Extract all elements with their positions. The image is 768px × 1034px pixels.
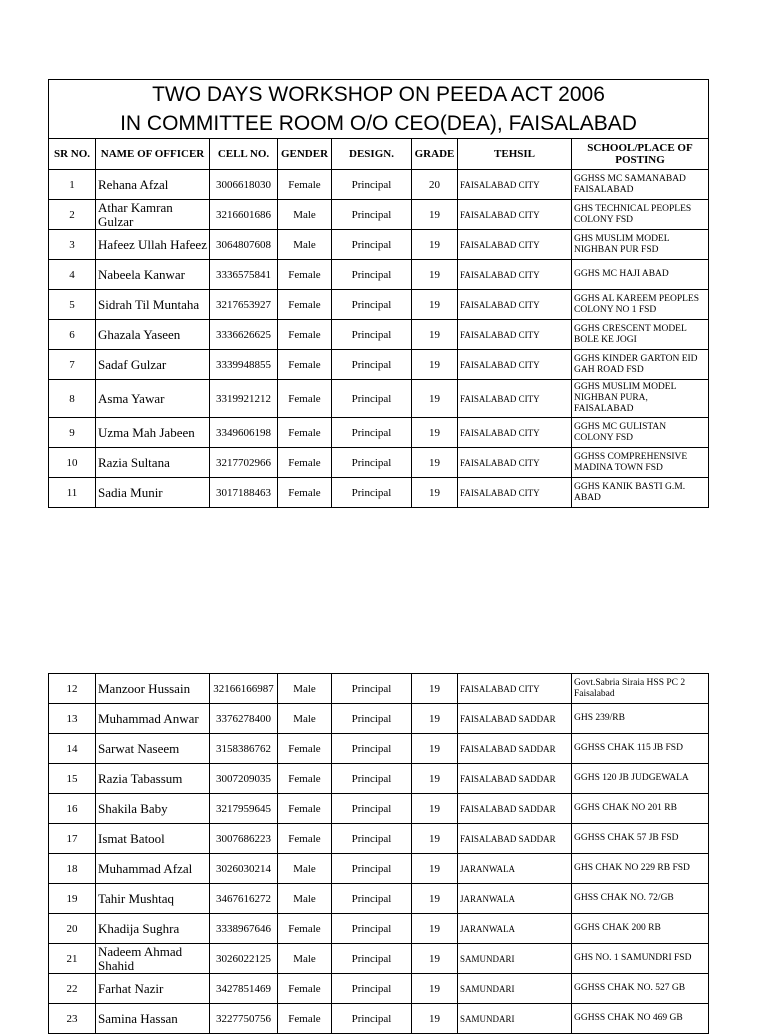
cell-name: Khadija Sughra: [96, 914, 210, 944]
cell-sr: 21: [49, 944, 96, 974]
cell-cell: 3338967646: [210, 914, 278, 944]
cell-sr: 6: [49, 320, 96, 350]
cell-cell: 3336626625: [210, 320, 278, 350]
cell-name: Shakila Baby: [96, 794, 210, 824]
cell-tehsil: JARANWALA: [458, 884, 572, 914]
cell-sr: 9: [49, 418, 96, 448]
header-name: NAME OF OFFICER: [96, 139, 210, 170]
cell-sr: 7: [49, 350, 96, 380]
cell-gender: Male: [278, 854, 332, 884]
cell-grade: 19: [412, 260, 458, 290]
table-row: [49, 794, 709, 824]
table-header-row: [49, 139, 709, 170]
header-sr-no: SR NO.: [49, 139, 96, 170]
cell-name: Muhammad Anwar: [96, 704, 210, 734]
cell-grade: 19: [412, 350, 458, 380]
cell-cell: 3336575841: [210, 260, 278, 290]
table-1-body: [49, 170, 709, 508]
cell-name: Razia Tabassum: [96, 764, 210, 794]
cell-gender: Female: [278, 350, 332, 380]
cell-name: Muhammad Afzal: [96, 854, 210, 884]
header-tehsil: TEHSIL: [458, 139, 572, 170]
cell-school: GHS NO. 1 SAMUNDRI FSD: [572, 944, 709, 974]
cell-school: GGHSS CHAK NO. 527 GB: [572, 974, 709, 1004]
cell-name: Sadia Munir: [96, 478, 210, 508]
cell-tehsil: FAISALABAD CITY: [458, 260, 572, 290]
cell-cell: 3217702966: [210, 448, 278, 478]
cell-sr: 5: [49, 290, 96, 320]
cell-grade: 19: [412, 418, 458, 448]
table-row: [49, 704, 709, 734]
cell-name: Nadeem Ahmad Shahid: [96, 944, 210, 974]
cell-gender: Female: [278, 448, 332, 478]
cell-tehsil: FAISALABAD CITY: [458, 290, 572, 320]
cell-name: Ghazala Yaseen: [96, 320, 210, 350]
table-row: [49, 448, 709, 478]
table-row: [49, 944, 709, 974]
cell-tehsil: FAISALABAD CITY: [458, 478, 572, 508]
cell-name: Rehana Afzal: [96, 170, 210, 200]
cell-design: Principal: [332, 230, 412, 260]
cell-school: GGHS MUSLIM MODEL NIGHBAN PURA, FAISALABAD: [572, 380, 709, 418]
cell-school: GHS 239/RB: [572, 704, 709, 734]
cell-gender: Female: [278, 290, 332, 320]
cell-school: GGHS KINDER GARTON EID GAH ROAD FSD: [572, 350, 709, 380]
cell-school: GHS CHAK NO 229 RB FSD: [572, 854, 709, 884]
cell-grade: 19: [412, 824, 458, 854]
cell-design: Principal: [332, 448, 412, 478]
cell-sr: 17: [49, 824, 96, 854]
cell-design: Principal: [332, 320, 412, 350]
cell-cell: 3217653927: [210, 290, 278, 320]
cell-cell: 3007686223: [210, 824, 278, 854]
cell-tehsil: FAISALABAD SADDAR: [458, 734, 572, 764]
table-row: [49, 418, 709, 448]
cell-name: Sidrah Til Muntaha: [96, 290, 210, 320]
cell-school: GGHS 120 JB JUDGEWALA: [572, 764, 709, 794]
cell-name: Sarwat Naseem: [96, 734, 210, 764]
cell-gender: Female: [278, 764, 332, 794]
cell-design: Principal: [332, 290, 412, 320]
table-row: [49, 884, 709, 914]
cell-sr: 18: [49, 854, 96, 884]
cell-sr: 4: [49, 260, 96, 290]
cell-gender: Female: [278, 914, 332, 944]
table-row: [49, 478, 709, 508]
cell-tehsil: FAISALABAD CITY: [458, 448, 572, 478]
cell-name: Athar Kamran Gulzar: [96, 200, 210, 230]
title-line-1: TWO DAYS WORKSHOP ON PEEDA ACT 2006: [152, 83, 605, 106]
cell-school: GGHSS CHAK 115 JB FSD: [572, 734, 709, 764]
table-row: [49, 854, 709, 884]
cell-cell: 3217959645: [210, 794, 278, 824]
cell-school: GGHS CRESCENT MODEL BOLE KE JOGI: [572, 320, 709, 350]
cell-design: Principal: [332, 380, 412, 418]
cell-cell: 3017188463: [210, 478, 278, 508]
cell-design: Principal: [332, 674, 412, 704]
cell-cell: 3339948855: [210, 350, 278, 380]
cell-school: GGHS KANIK BASTI G.M. ABAD: [572, 478, 709, 508]
cell-tehsil: FAISALABAD SADDAR: [458, 764, 572, 794]
cell-grade: 19: [412, 674, 458, 704]
cell-cell: 3158386762: [210, 734, 278, 764]
table-row: [49, 380, 709, 418]
header-design: DESIGN.: [332, 139, 412, 170]
cell-sr: 1: [49, 170, 96, 200]
cell-cell: 32166166987: [210, 674, 278, 704]
cell-tehsil: JARANWALA: [458, 914, 572, 944]
cell-gender: Female: [278, 734, 332, 764]
cell-cell: 3026030214: [210, 854, 278, 884]
cell-gender: Male: [278, 230, 332, 260]
header-gender: GENDER: [278, 139, 332, 170]
cell-name: Razia Sultana: [96, 448, 210, 478]
table-row: [49, 914, 709, 944]
table-2-body: [49, 674, 709, 1034]
cell-sr: 15: [49, 764, 96, 794]
cell-grade: 19: [412, 704, 458, 734]
table-row: [49, 350, 709, 380]
cell-tehsil: FAISALABAD SADDAR: [458, 704, 572, 734]
table-row: [49, 1004, 709, 1034]
cell-sr: 3: [49, 230, 96, 260]
cell-design: Principal: [332, 418, 412, 448]
cell-sr: 14: [49, 734, 96, 764]
cell-gender: Male: [278, 884, 332, 914]
cell-grade: 19: [412, 734, 458, 764]
cell-gender: Female: [278, 418, 332, 448]
cell-design: Principal: [332, 764, 412, 794]
cell-gender: Female: [278, 170, 332, 200]
cell-gender: Female: [278, 380, 332, 418]
cell-name: Hafeez Ullah Hafeez: [96, 230, 210, 260]
header-cell: CELL NO.: [210, 139, 278, 170]
cell-grade: 19: [412, 478, 458, 508]
cell-school: GGHS MC HAJI ABAD: [572, 260, 709, 290]
cell-cell: 3376278400: [210, 704, 278, 734]
cell-sr: 22: [49, 974, 96, 1004]
cell-tehsil: FAISALABAD CITY: [458, 320, 572, 350]
cell-sr: 8: [49, 380, 96, 418]
cell-grade: 19: [412, 914, 458, 944]
table-row: [49, 674, 709, 704]
cell-school: GGHS CHAK 200 RB: [572, 914, 709, 944]
cell-sr: 13: [49, 704, 96, 734]
workshop-table-page-2: [48, 673, 709, 1034]
cell-gender: Female: [278, 478, 332, 508]
cell-design: Principal: [332, 704, 412, 734]
cell-gender: Female: [278, 794, 332, 824]
cell-gender: Female: [278, 1004, 332, 1034]
cell-design: Principal: [332, 170, 412, 200]
cell-design: Principal: [332, 854, 412, 884]
cell-tehsil: JARANWALA: [458, 854, 572, 884]
document-title: [49, 80, 709, 139]
table-row: [49, 230, 709, 260]
cell-tehsil: FAISALABAD CITY: [458, 418, 572, 448]
cell-name: Sadaf Gulzar: [96, 350, 210, 380]
table-row: [49, 200, 709, 230]
cell-grade: 19: [412, 448, 458, 478]
cell-cell: 3216601686: [210, 200, 278, 230]
cell-cell: 3227750756: [210, 1004, 278, 1034]
table-row: [49, 764, 709, 794]
cell-gender: Female: [278, 260, 332, 290]
cell-design: Principal: [332, 350, 412, 380]
cell-school: GHSS CHAK NO. 72/GB: [572, 884, 709, 914]
cell-design: Principal: [332, 478, 412, 508]
cell-grade: 19: [412, 290, 458, 320]
cell-cell: 3064807608: [210, 230, 278, 260]
cell-tehsil: FAISALABAD SADDAR: [458, 824, 572, 854]
cell-name: Ismat Batool: [96, 824, 210, 854]
cell-grade: 19: [412, 230, 458, 260]
table-row: [49, 260, 709, 290]
cell-sr: 11: [49, 478, 96, 508]
cell-school: GGHS CHAK NO 201 RB: [572, 794, 709, 824]
cell-design: Principal: [332, 260, 412, 290]
table-row: [49, 974, 709, 1004]
cell-gender: Female: [278, 974, 332, 1004]
cell-grade: 20: [412, 170, 458, 200]
cell-grade: 19: [412, 200, 458, 230]
cell-name: Farhat Nazir: [96, 974, 210, 1004]
cell-sr: 16: [49, 794, 96, 824]
cell-school: GGHSS CHAK NO 469 GB: [572, 1004, 709, 1034]
cell-design: Principal: [332, 794, 412, 824]
cell-design: Principal: [332, 974, 412, 1004]
cell-grade: 19: [412, 854, 458, 884]
cell-design: Principal: [332, 1004, 412, 1034]
cell-cell: 3349606198: [210, 418, 278, 448]
cell-design: Principal: [332, 884, 412, 914]
cell-grade: 19: [412, 794, 458, 824]
cell-gender: Male: [278, 200, 332, 230]
cell-grade: 19: [412, 1004, 458, 1034]
cell-name: Uzma Mah Jabeen: [96, 418, 210, 448]
cell-school: GGHSS MC SAMANABAD FAISALABAD: [572, 170, 709, 200]
cell-gender: Male: [278, 674, 332, 704]
cell-school: Govt.Sabria Siraia HSS PC 2 Faisalabad: [572, 674, 709, 704]
cell-tehsil: FAISALABAD CITY: [458, 350, 572, 380]
cell-design: Principal: [332, 734, 412, 764]
cell-sr: 19: [49, 884, 96, 914]
cell-tehsil: FAISALABAD CITY: [458, 170, 572, 200]
cell-name: Tahir Mushtaq: [96, 884, 210, 914]
cell-sr: 20: [49, 914, 96, 944]
cell-grade: 19: [412, 764, 458, 794]
cell-grade: 19: [412, 974, 458, 1004]
workshop-table-page-1: [48, 79, 709, 508]
table-row: [49, 734, 709, 764]
table-row: [49, 824, 709, 854]
cell-cell: 3007209035: [210, 764, 278, 794]
cell-school: GGHS MC GULISTAN COLONY FSD: [572, 418, 709, 448]
cell-gender: Female: [278, 320, 332, 350]
cell-cell: 3467616272: [210, 884, 278, 914]
table-row: [49, 290, 709, 320]
cell-name: Asma Yawar: [96, 380, 210, 418]
cell-sr: 10: [49, 448, 96, 478]
cell-school: GGHSS COMPREHENSIVE MADINA TOWN FSD: [572, 448, 709, 478]
cell-grade: 19: [412, 944, 458, 974]
cell-grade: 19: [412, 884, 458, 914]
cell-grade: 19: [412, 380, 458, 418]
cell-name: Manzoor Hussain: [96, 674, 210, 704]
table-row: [49, 170, 709, 200]
cell-name: Nabeela Kanwar: [96, 260, 210, 290]
cell-tehsil: FAISALABAD SADDAR: [458, 794, 572, 824]
header-grade: GRADE: [412, 139, 458, 170]
cell-grade: 19: [412, 320, 458, 350]
cell-design: Principal: [332, 944, 412, 974]
cell-gender: Male: [278, 704, 332, 734]
cell-design: Principal: [332, 200, 412, 230]
cell-sr: 12: [49, 674, 96, 704]
cell-design: Principal: [332, 824, 412, 854]
header-school: SCHOOL/PLACE OF POSTING: [572, 139, 709, 170]
cell-sr: 23: [49, 1004, 96, 1034]
title-line-2: IN COMMITTEE ROOM O/O CEO(DEA), FAISALABAD: [120, 112, 637, 135]
cell-school: GGHS AL KAREEM PEOPLES COLONY NO 1 FSD: [572, 290, 709, 320]
cell-gender: Male: [278, 944, 332, 974]
table-row: [49, 320, 709, 350]
cell-tehsil: SAMUNDARI: [458, 944, 572, 974]
cell-cell: 3427851469: [210, 974, 278, 1004]
cell-tehsil: FAISALABAD CITY: [458, 380, 572, 418]
cell-gender: Female: [278, 824, 332, 854]
cell-school: GGHSS CHAK 57 JB FSD: [572, 824, 709, 854]
cell-cell: 3026022125: [210, 944, 278, 974]
cell-tehsil: SAMUNDARI: [458, 974, 572, 1004]
cell-sr: 2: [49, 200, 96, 230]
cell-school: GHS MUSLIM MODEL NIGHBAN PUR FSD: [572, 230, 709, 260]
cell-tehsil: FAISALABAD CITY: [458, 230, 572, 260]
cell-design: Principal: [332, 914, 412, 944]
cell-cell: 3319921212: [210, 380, 278, 418]
cell-tehsil: SAMUNDARI: [458, 1004, 572, 1034]
cell-tehsil: FAISALABAD CITY: [458, 200, 572, 230]
cell-cell: 3006618030: [210, 170, 278, 200]
cell-tehsil: FAISALABAD CITY: [458, 674, 572, 704]
cell-school: GHS TECHNICAL PEOPLES COLONY FSD: [572, 200, 709, 230]
cell-name: Samina Hassan: [96, 1004, 210, 1034]
